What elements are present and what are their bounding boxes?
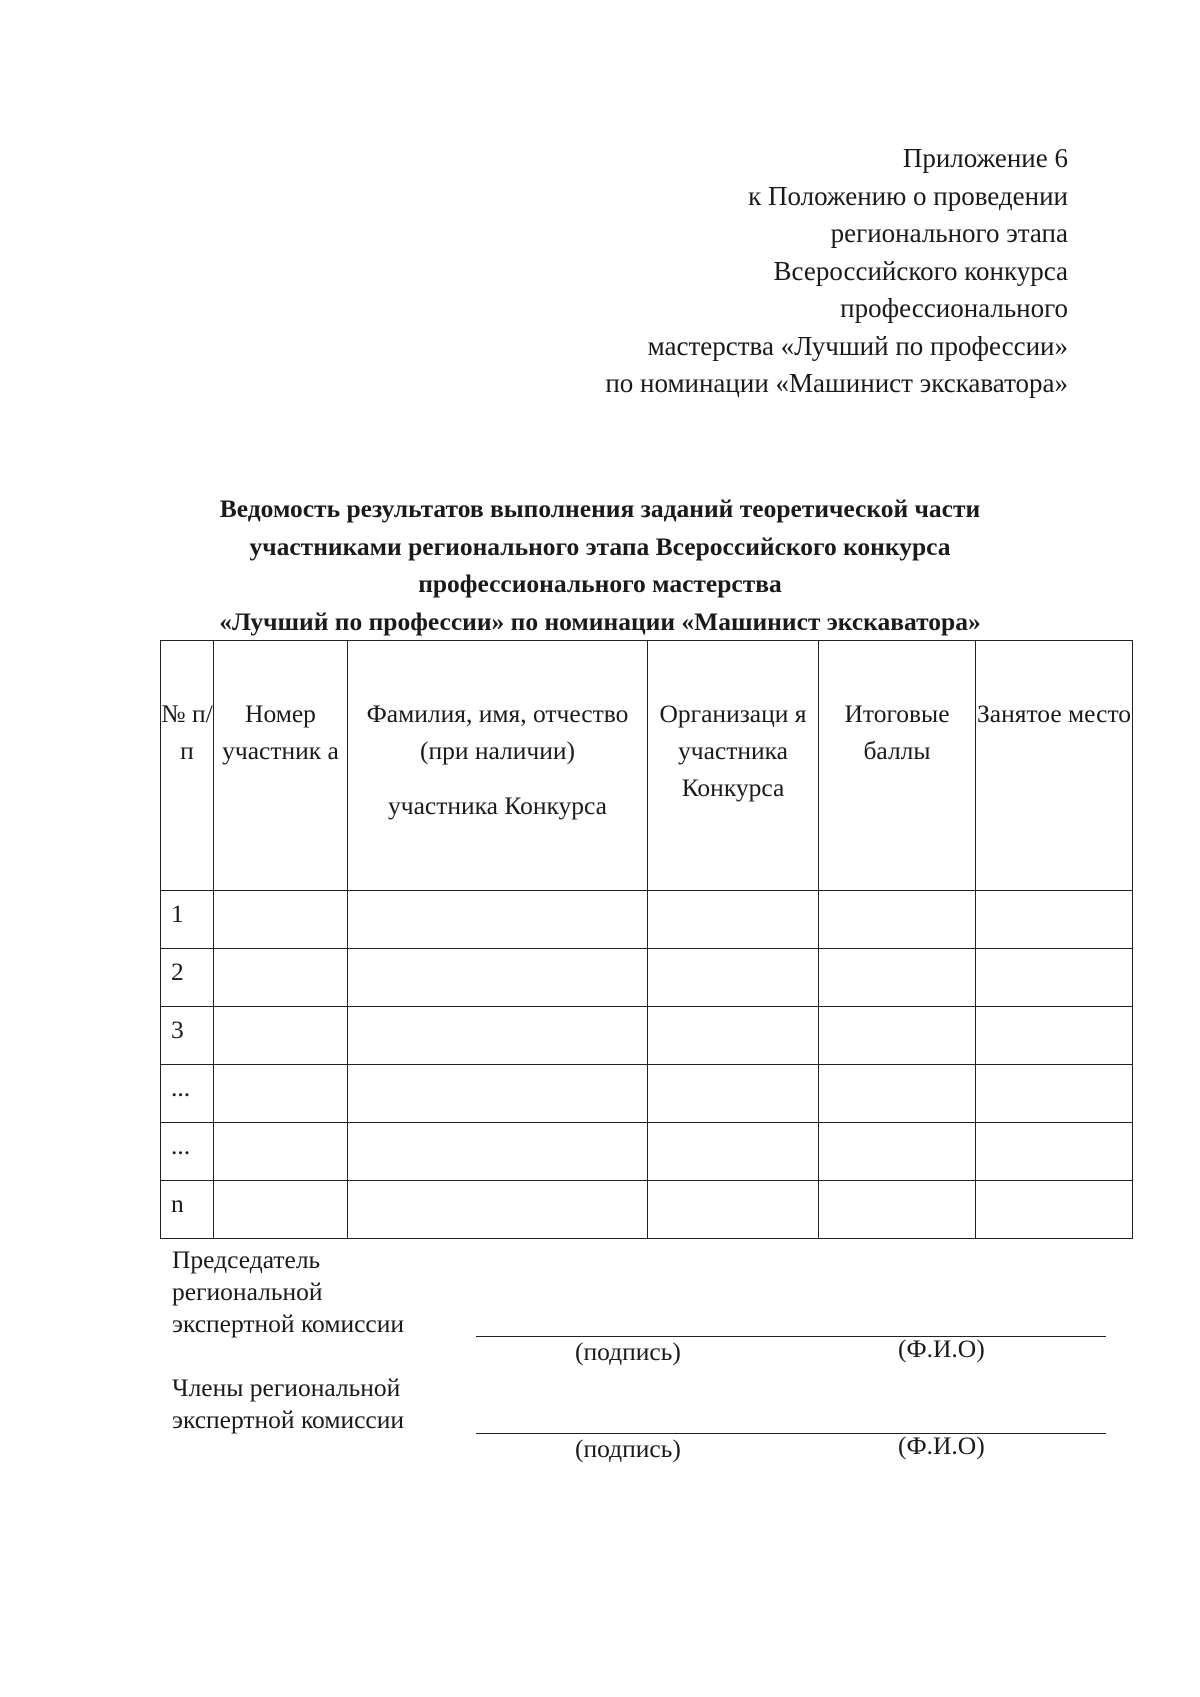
header-score: Итоговые баллы [819,641,976,891]
table-cell [648,891,819,949]
document-title [150,490,1050,640]
table-cell [976,1123,1133,1181]
chairman-label-line: экспертной комиссии [172,1309,405,1338]
row-number: 1 [161,891,214,949]
table-cell [214,1007,348,1065]
table-cell [648,1123,819,1181]
members-fio-caption: (Ф.И.О) [898,1431,985,1460]
table-cell [819,1123,976,1181]
appendix-line: регионального этапа [830,218,1068,248]
table-cell [348,949,648,1007]
table-cell [214,1181,348,1239]
table-cell [648,949,819,1007]
chairman-fio-caption: (Ф.И.О) [898,1334,985,1363]
header-place: Занятое место [976,641,1133,891]
table-row [161,891,1133,949]
row-number: 3 [161,1007,214,1065]
table-cell [348,891,648,949]
members-label-line: Члены региональной [172,1373,401,1402]
table-row [161,1065,1133,1123]
table-row [161,1123,1133,1181]
header-participant-number: Номер участник а [214,641,348,891]
table-cell [348,1065,648,1123]
table-cell [819,1181,976,1239]
table-cell [648,1065,819,1123]
members-label-line: экспертной комиссии [172,1405,405,1434]
table-cell [819,1065,976,1123]
table-cell [976,1065,1133,1123]
title-line: профессионального мастерства [418,569,782,598]
appendix-line: профессионального [840,293,1068,323]
chairman-signature-caption: (подпись) [575,1337,681,1366]
appendix-line: по номинации «Машинист экскаватора» [605,368,1068,398]
appendix-line: к Положению о проведении [748,180,1068,211]
table-cell [976,1007,1133,1065]
title-line: Ведомость результатов выполнения заданий теоретической части [219,494,981,523]
table-cell [976,949,1133,1007]
table-cell [976,1181,1133,1239]
chairman-label [172,1244,404,1340]
members-signature-line [476,1433,1106,1434]
row-number: 2 [161,949,214,1007]
chairman-label-line: Председатель [172,1245,321,1274]
table-cell [214,891,348,949]
table-cell [819,891,976,949]
table-row [161,949,1133,1007]
table-cell [648,1181,819,1239]
table-cell [214,1123,348,1181]
table-header-row [161,641,1133,891]
table-cell [348,1123,648,1181]
row-number: n [161,1181,214,1239]
appendix-line: Приложение 6 [902,143,1068,173]
header-organization: Организаци я участника Конкурса [648,641,819,891]
row-number: ... [161,1065,214,1123]
header-fio-sub: участника Конкурса [388,791,607,820]
chairman-signature-line [476,1336,1106,1337]
table-cell [348,1007,648,1065]
title-line: участниками регионального этапа Всероссийского конкурса [249,531,951,561]
table-cell [819,1007,976,1065]
title-line: «Лучший по профессии» по номинации «Машинист экскаватора» [219,606,981,636]
table-cell [648,1007,819,1065]
table-cell [819,949,976,1007]
appendix-block [448,140,1068,403]
header-fio [348,641,648,891]
header-num: № п/ п [161,641,214,891]
header-fio-text: Фамилия, имя, отчество (при наличии) [366,699,629,765]
members-signature-caption: (подпись) [575,1434,681,1463]
table-cell [214,949,348,1007]
chairman-label-line: региональной [172,1277,323,1306]
results-table [160,640,1133,1239]
appendix-line: мастерства «Лучший по профессии» [647,330,1068,361]
table-cell [348,1181,648,1239]
appendix-line: Всероссийского конкурса [773,255,1068,286]
table-row [161,1007,1133,1065]
table-cell [214,1065,348,1123]
table-cell [976,891,1133,949]
members-label [172,1372,404,1436]
table-row [161,1181,1133,1239]
row-number: ... [161,1123,214,1181]
